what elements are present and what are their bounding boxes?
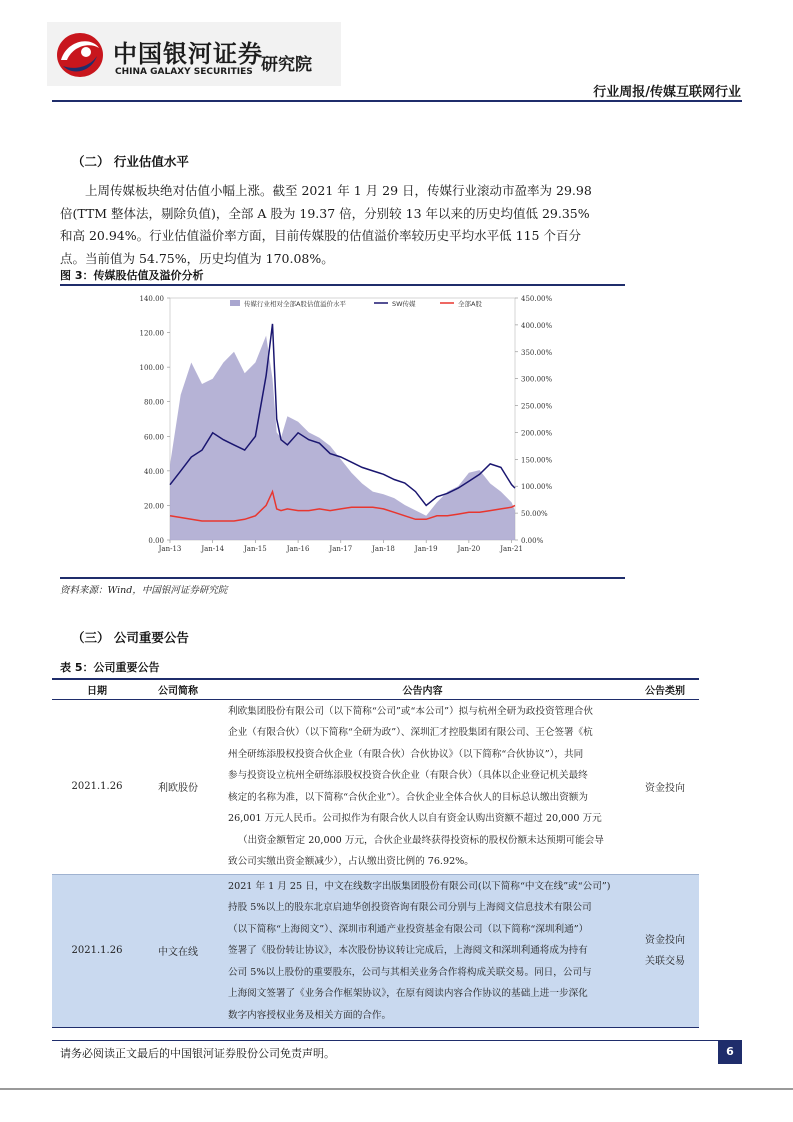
paragraph-line: 和高 20.94%。行业估值溢价率方面，目前传媒股的估值溢价率较历史平均水平低 115 个百分 bbox=[60, 228, 581, 243]
left-axis-tick-label: 120.00 bbox=[139, 329, 164, 338]
x-axis-tick-label: Jan-19 bbox=[414, 545, 438, 553]
content-line: 持股 5%以上的股东北京启迪华创投资咨询有限公司分别与上海阅文信息技术有限公司 bbox=[228, 902, 592, 913]
x-axis-tick-label: Jan-17 bbox=[329, 545, 353, 553]
right-axis-tick-label: 50.00% bbox=[521, 510, 548, 519]
content-line: 企业（有限合伙）（以下简称“全研为政”）、深圳汇才控股集团有限公司、王仑签署《杭 bbox=[228, 727, 593, 738]
right-axis-tick-label: 300.00% bbox=[521, 375, 553, 384]
logo-english-name: CHINA GALAXY SECURITIES bbox=[115, 67, 253, 77]
content-line: 签署了《股份转让协议》，本次股份协议转让完成后，上海阅文和深圳利通将成为持有 bbox=[228, 945, 588, 956]
table-header-row bbox=[52, 679, 699, 699]
right-axis-tick-label: 450.00% bbox=[521, 295, 553, 303]
page-bottom-band bbox=[0, 1088, 793, 1090]
table-row bbox=[52, 874, 699, 1028]
cell-category bbox=[631, 699, 699, 874]
right-axis-tick-label: 200.00% bbox=[521, 429, 553, 438]
company-logo bbox=[47, 22, 341, 86]
figure-caption: 图 3：传媒股估值及溢价分析 bbox=[60, 269, 204, 282]
content-line: （以下简称“上海阅文”）、深圳市利通产业投资基金有限公司（以下简称“深圳利通”） bbox=[228, 923, 589, 935]
x-axis-tick-label: Jan-13 bbox=[158, 545, 182, 553]
paragraph-line: 倍(TTM 整体法，剔除负值)，全部 A 股为 19.37 倍，分别较 13 年以来的历史均值低 29.35% bbox=[60, 205, 590, 221]
left-axis-tick-label: 0.00 bbox=[148, 537, 164, 545]
category-line: 资金投向 bbox=[645, 934, 685, 946]
header-divider bbox=[52, 100, 742, 102]
header-content: 公告内容 bbox=[214, 679, 631, 699]
left-axis-tick-label: 140.00 bbox=[139, 295, 164, 303]
cell-content bbox=[214, 874, 631, 1028]
paragraph-line: 点。当前值为 54.75%，历史均值为 170.08%。 bbox=[60, 250, 334, 266]
content-line: （出资金额暂定 20,000 万元，合伙企业最终获得投资标的股权份额未达预期可能会导 bbox=[238, 834, 604, 846]
x-axis-tick-label: Jan-14 bbox=[201, 545, 225, 553]
right-axis-tick-label: 250.00% bbox=[521, 402, 553, 411]
left-axis-tick-label: 100.00 bbox=[139, 364, 164, 373]
footer-divider bbox=[52, 1040, 742, 1041]
right-axis-tick-label: 0.00% bbox=[521, 537, 544, 545]
galaxy-logo-icon bbox=[53, 30, 105, 80]
legend-swatch bbox=[230, 300, 240, 306]
right-axis-tick-label: 150.00% bbox=[521, 456, 553, 465]
right-axis-tick-label: 100.00% bbox=[521, 483, 553, 492]
left-axis-tick-label: 60.00 bbox=[143, 433, 164, 442]
footer-disclaimer: 请务必阅读正文最后的中国银河证券股份公司免责声明。 bbox=[60, 1047, 335, 1060]
content-line: 公司 5%以上股份的重要股东，公司与其相关业务合作将构成关联交易。同日，公司与 bbox=[228, 966, 592, 978]
table-caption: 表 5：公司重要公告 bbox=[60, 661, 160, 674]
logo-chinese-name: 中国银河证券 bbox=[113, 40, 263, 68]
x-axis-tick-label: Jan-15 bbox=[244, 545, 267, 553]
header-category: 公告类别 bbox=[631, 679, 699, 699]
content-line: 参与投资设立杭州全研练添股权投资合伙企业（有限合伙）（具体以企业登记机关最终 bbox=[228, 770, 588, 781]
right-axis-tick-label: 400.00% bbox=[521, 321, 553, 330]
x-axis-tick-label: Jan-16 bbox=[286, 545, 310, 553]
x-axis-tick-label: Jan-21 bbox=[500, 545, 523, 553]
page-number: 6 bbox=[718, 1040, 742, 1064]
content-line: 数字内容授权业务及相关方面的合作。 bbox=[228, 1009, 392, 1021]
section-heading-announcements: （三） 公司重要公告 bbox=[72, 630, 189, 645]
valuation-paragraph bbox=[60, 180, 605, 270]
cell-company: 利欧股份 bbox=[142, 699, 214, 874]
legend-label: 全部A股 bbox=[458, 300, 482, 308]
right-axis-tick-label: 350.00% bbox=[521, 348, 553, 357]
content-line: 核定的名称为准，以下简称“合伙企业”）。合伙企业全体合伙人的目标总认缴出资额为 bbox=[228, 791, 588, 803]
x-axis-tick-label: Jan-20 bbox=[457, 545, 481, 553]
figure-source: 资料来源：Wind，中国银河证券研究院 bbox=[60, 585, 228, 596]
left-axis-tick-label: 20.00 bbox=[143, 502, 164, 511]
logo-institute: 研究院 bbox=[261, 55, 312, 75]
header-company: 公司简称 bbox=[142, 679, 214, 699]
table-row bbox=[52, 699, 699, 874]
header-date: 日期 bbox=[52, 679, 142, 699]
figure-bottom-rule bbox=[60, 577, 625, 579]
cell-company: 中文在线 bbox=[142, 874, 214, 1028]
left-axis-tick-label: 40.00 bbox=[143, 467, 164, 476]
paragraph-line: 上周传媒板块绝对估值小幅上涨。截至 2021 年 1 月 29 日，传媒行业滚动市盈率为 29.98 bbox=[85, 183, 592, 198]
report-title: 行业周报/传媒互联网行业 bbox=[593, 85, 741, 100]
category-line: 资金投向 bbox=[645, 783, 685, 794]
content-line: 致公司实缴出资金额减少），占认缴出资比例的 76.92%。 bbox=[228, 856, 474, 867]
left-axis-tick-label: 80.00 bbox=[143, 398, 164, 407]
legend-label: 传媒行业相对全部A股估值溢价水平 bbox=[244, 300, 346, 308]
content-line: 利欧集团股份有限公司（以下简称“公司”或“本公司”）拟与杭州全研为政投资管理合伙 bbox=[228, 705, 593, 717]
content-line: 26,001 万元人民币。公司拟作为有限合伙人以自有资金认购出资额不超过 20,000 万元 bbox=[228, 813, 602, 824]
cell-content bbox=[214, 699, 631, 874]
cell-date: 2021.1.26 bbox=[52, 874, 142, 1028]
category-line: 关联交易 bbox=[645, 955, 685, 967]
cell-date: 2021.1.26 bbox=[52, 699, 142, 874]
valuation-premium-chart bbox=[60, 286, 625, 576]
announcements-table bbox=[52, 678, 699, 1028]
content-line: 2021 年 1 月 25 日，中文在线数字出版集团股份有限公司(以下简称“中文在线”或“公司”) bbox=[228, 880, 611, 892]
content-line: 上海阅文签署了《业务合作框架协议》，在原有阅读内容合作协议的基础上进一步深化 bbox=[228, 988, 588, 999]
x-axis-tick-label: Jan-18 bbox=[372, 545, 395, 553]
legend-label: SW传媒 bbox=[392, 300, 416, 308]
section-heading-valuation: （二） 行业估值水平 bbox=[72, 154, 189, 169]
cell-category bbox=[631, 874, 699, 1028]
content-line: 州全研练添股权投资合伙企业（有限合伙）合伙协议》（以下简称“合伙协议”），共同 bbox=[228, 748, 584, 760]
